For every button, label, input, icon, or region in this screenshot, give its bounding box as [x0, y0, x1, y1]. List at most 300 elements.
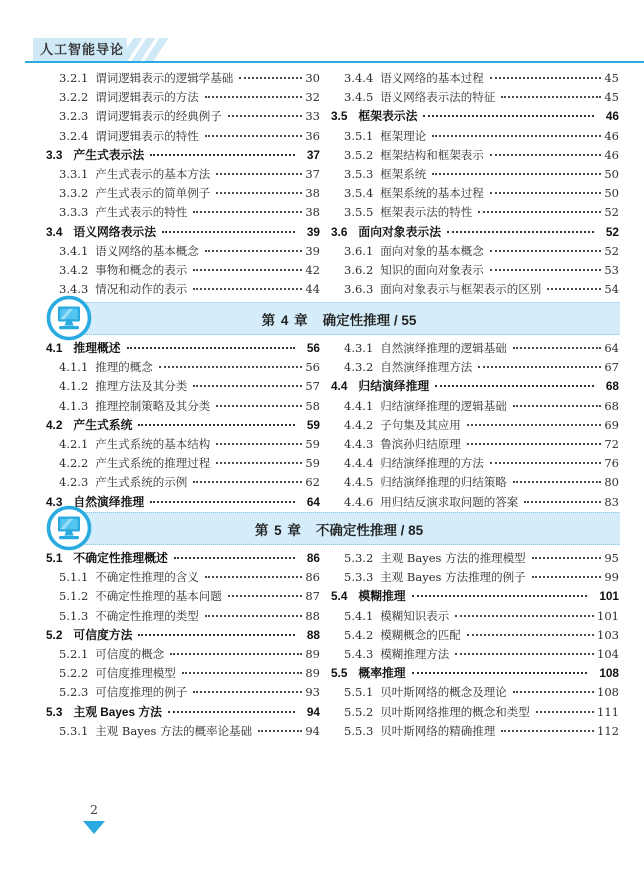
- dot-leader: [455, 615, 594, 617]
- toc-entry-page: 37: [306, 147, 320, 162]
- toc-entry: [331, 203, 619, 222]
- running-head-title: 人工智能导论: [33, 38, 127, 61]
- toc-entry-number: 3.5.5: [344, 205, 374, 220]
- toc-entry: [331, 88, 619, 107]
- toc-entry-page: 86: [305, 570, 320, 585]
- dot-leader: [513, 405, 602, 407]
- toc-entry: [46, 454, 320, 473]
- toc-entry-title: 概率推理: [358, 666, 406, 681]
- toc-entry-number: 5.4: [331, 589, 348, 604]
- toc-entry-title: 归结演绎推理的方法: [380, 456, 484, 471]
- toc-entry-page: 68: [604, 398, 619, 413]
- toc-entry-title: 语义网络的基本概念: [95, 243, 199, 258]
- toc-entry-page: 83: [604, 494, 619, 509]
- toc-entry-title: 不确定性推理概述: [73, 551, 168, 565]
- toc-entry-number: 4.1: [46, 341, 63, 355]
- toc-entry: [331, 184, 619, 203]
- toc-entry-page: 50: [604, 166, 619, 181]
- toc-entry-title: 主观 Bayes 方法: [73, 704, 162, 719]
- toc-entry-number: 3.4.1: [59, 243, 89, 258]
- toc-entry: [331, 69, 619, 88]
- dot-leader: [162, 231, 295, 233]
- dot-leader: [513, 691, 594, 693]
- dot-leader: [455, 653, 594, 655]
- toc-entry-title: 不确定性推理的基本问题: [95, 589, 222, 604]
- toc-entry-title: 不确定性推理的类型: [95, 608, 199, 623]
- toc-entry-number: 5.1.1: [59, 570, 89, 585]
- toc-entry: [331, 339, 619, 358]
- dot-leader: [532, 557, 602, 559]
- toc-entry-number: 5.2.3: [59, 685, 89, 700]
- toc-entry-number: 3.2.2: [59, 90, 89, 105]
- toc-entry-page: 72: [604, 436, 619, 451]
- dot-leader: [168, 711, 295, 713]
- toc-entry: [46, 261, 320, 280]
- toc-entry: [331, 435, 619, 454]
- toc-entry-page: 32: [305, 90, 320, 105]
- toc-entry-page: 53: [604, 262, 619, 277]
- toc-entry-page: 39: [306, 224, 320, 239]
- toc-entry: [331, 377, 619, 396]
- dot-leader: [216, 462, 302, 464]
- toc-entry: [46, 339, 320, 358]
- toc-entry-number: 4.1.1: [59, 360, 89, 375]
- chapter-label: 第 5 章: [254, 522, 302, 538]
- toc-entry-page: 39: [305, 243, 320, 258]
- toc-entry: [331, 242, 619, 261]
- toc-entry-title: 贝叶斯网络的精确推理: [380, 723, 496, 738]
- dot-leader: [435, 385, 594, 387]
- toc-entry-title: 归结演绎推理: [358, 379, 430, 394]
- dot-leader: [513, 347, 602, 349]
- toc-entry-page: 104: [597, 646, 619, 661]
- dot-leader: [432, 173, 601, 175]
- toc-entry-number: 3.3.3: [59, 205, 89, 220]
- toc-entry: [331, 127, 619, 146]
- toc-entry: [331, 607, 619, 626]
- toc-entry-number: 4.4.6: [344, 494, 374, 509]
- toc-entry-page: 56: [305, 360, 320, 375]
- toc-entry-title: 可信度推理模型: [95, 666, 176, 681]
- chapter-band: [58, 512, 620, 545]
- toc-entry-title: 知识的面向对象表示: [380, 262, 484, 277]
- toc-entry: [331, 493, 619, 512]
- toc-entry: [46, 203, 320, 222]
- toc-entry: [331, 223, 619, 242]
- toc-entry-page: 52: [605, 224, 619, 239]
- toc-entry-title: 模糊知识表示: [380, 608, 450, 623]
- toc-entry-page: 42: [305, 262, 320, 277]
- toc-entry-number: 3.2.3: [59, 109, 89, 124]
- dot-leader: [467, 443, 602, 445]
- toc-entry-number: 3.5.1: [344, 128, 374, 143]
- toc-entry-number: 5.2.1: [59, 646, 89, 661]
- toc-entry-page: 64: [306, 494, 320, 509]
- toc-entry: [46, 703, 320, 722]
- dot-leader: [513, 481, 602, 483]
- toc-entry-number: 5.3.2: [344, 551, 374, 565]
- toc-entry: [46, 645, 320, 664]
- toc-entry-page: 68: [605, 379, 619, 394]
- toc-column-ch4-left: [46, 339, 320, 512]
- toc-entry-number: 4.1.2: [59, 379, 89, 394]
- dot-leader: [193, 269, 302, 271]
- toc-entry-page: 56: [306, 341, 320, 355]
- toc-entry: [46, 88, 320, 107]
- dot-leader: [159, 366, 303, 368]
- toc-entry-number: 3.5: [331, 109, 348, 124]
- toc-entry-page: 37: [305, 166, 320, 181]
- toc-entry-number: 4.4.1: [344, 398, 374, 413]
- toc-entry-page: 50: [604, 186, 619, 201]
- toc-entry-page: 33: [305, 109, 320, 124]
- toc-entry-page: 89: [305, 646, 320, 661]
- toc-entry-title: 可信度方法: [73, 627, 133, 642]
- dot-leader: [501, 730, 594, 732]
- toc-entry: [331, 107, 619, 126]
- toc-entry-page: 57: [305, 379, 320, 394]
- toc-entry-page: 36: [305, 128, 320, 143]
- dot-leader: [228, 595, 303, 597]
- toc-entry-title: 模糊概念的匹配: [380, 627, 461, 642]
- dot-leader: [205, 615, 303, 617]
- dot-leader: [501, 96, 601, 98]
- toc-entry-number: 4.4.4: [344, 456, 374, 471]
- toc-entry: [331, 703, 619, 722]
- toc-entry-title: 产生式表示的基本方法: [95, 166, 211, 181]
- toc-entry: [331, 626, 619, 645]
- toc-entry-page: 89: [305, 666, 320, 681]
- toc-entry-title: 自然演绎推理: [73, 494, 145, 509]
- dot-leader: [490, 269, 602, 271]
- dot-leader: [447, 231, 594, 233]
- toc-entry-page: 94: [306, 704, 320, 719]
- toc-entry: [46, 165, 320, 184]
- toc-entry-title: 贝叶斯网络推理的概念和类型: [380, 704, 530, 719]
- toc-entry: [331, 454, 619, 473]
- toc-entry: [46, 587, 320, 606]
- toc-entry: [46, 626, 320, 645]
- toc-entry-number: 4.2.2: [59, 456, 89, 471]
- toc-entry-number: 5.2.2: [59, 666, 89, 681]
- toc-entry: [46, 127, 320, 146]
- toc-entry-number: 3.3.2: [59, 186, 89, 201]
- toc-entry-page: 94: [305, 723, 320, 738]
- dot-leader: [490, 250, 602, 252]
- toc-column-top-left: [46, 69, 320, 299]
- toc-entry: [46, 722, 320, 741]
- toc-entry: [46, 683, 320, 702]
- toc-entry: [331, 645, 619, 664]
- dot-leader: [478, 366, 601, 368]
- toc-entry-page: 62: [305, 475, 320, 490]
- toc-entry-number: 5.5.3: [344, 723, 374, 738]
- chapter-band: [58, 302, 620, 335]
- toc-entry-title: 产生式表示的特性: [95, 205, 188, 220]
- toc-entry-page: 58: [305, 398, 320, 413]
- toc-entry-title: 模糊推理方法: [380, 646, 450, 661]
- toc-entry-title: 产生式系统的基本结构: [95, 436, 211, 451]
- toc-entry: [46, 242, 320, 261]
- toc-entry: [331, 473, 619, 492]
- toc-entry: [46, 435, 320, 454]
- toc-entry-page: 64: [604, 341, 619, 355]
- toc-entry-page: 88: [306, 627, 320, 642]
- toc-entry-title: 推理的概念: [95, 360, 153, 375]
- toc-entry-title: 自然演绎推理的逻辑基础: [380, 341, 507, 355]
- dot-leader: [216, 173, 302, 175]
- computer-icon: [46, 295, 92, 341]
- toc-entry: [331, 664, 619, 683]
- toc-entry-page: 108: [599, 666, 619, 681]
- toc-entry: [331, 722, 619, 741]
- toc-entry-title: 框架表示法的特性: [380, 205, 473, 220]
- header-rule: [25, 61, 644, 63]
- dot-leader: [216, 192, 302, 194]
- toc-entry-page: 101: [599, 589, 619, 604]
- toc-entry-page: 87: [305, 589, 320, 604]
- toc-entry-title: 情况和动作的表示: [95, 282, 188, 297]
- dot-leader: [216, 443, 302, 445]
- toc-column-ch5-right: [331, 549, 619, 741]
- toc-entry: [46, 416, 320, 435]
- toc-entry-page: 45: [604, 71, 619, 85]
- dot-leader: [174, 557, 295, 559]
- dot-leader: [228, 115, 303, 117]
- toc-column-top-right: [331, 69, 619, 299]
- dot-leader: [432, 135, 601, 137]
- toc-entry-number: 3.3.1: [59, 166, 89, 181]
- toc-entry-page: 46: [605, 109, 619, 124]
- toc-entry-page: 69: [604, 417, 619, 432]
- toc-entry-page: 59: [305, 456, 320, 471]
- dot-leader: [127, 347, 295, 349]
- toc-entry-page: 46: [604, 128, 619, 143]
- toc-entry-title: 鲁滨孙归结原理: [380, 436, 461, 451]
- computer-icon: [46, 505, 92, 551]
- toc-entry: [331, 358, 619, 377]
- dot-leader: [205, 250, 303, 252]
- toc-entry-number: 3.3: [46, 147, 63, 162]
- toc-entry-number: 5.4.3: [344, 646, 374, 661]
- toc-entry-number: 5.4.1: [344, 608, 374, 623]
- down-arrow-icon: [83, 821, 105, 834]
- toc-entry-title: 框架系统的基本过程: [380, 186, 484, 201]
- toc-entry-title: 谓词逻辑表示的特性: [95, 128, 199, 143]
- toc-entry-number: 4.4.2: [344, 417, 374, 432]
- toc-entry: [46, 397, 320, 416]
- toc-entry-title: 谓词逻辑表示的方法: [95, 90, 199, 105]
- toc-entry-page: 80: [604, 475, 619, 490]
- toc-entry-title: 框架结构和框架表示: [380, 147, 484, 162]
- dot-leader: [467, 424, 602, 426]
- toc-entry-title: 面向对象表示法: [358, 224, 441, 239]
- toc-entry-page: 46: [604, 147, 619, 162]
- toc-entry-page: 59: [306, 417, 320, 432]
- toc-entry: [46, 184, 320, 203]
- toc-entry-number: 4.2.3: [59, 475, 89, 490]
- toc-entry: [46, 607, 320, 626]
- toc-entry: [46, 473, 320, 492]
- toc-entry-title: 面向对象表示与框架表示的区别: [380, 282, 542, 297]
- dot-leader: [150, 154, 295, 156]
- toc-entry-number: 3.2.4: [59, 128, 89, 143]
- toc-entry-page: 76: [604, 456, 619, 471]
- toc-entry-title: 归结演绎推理的逻辑基础: [380, 398, 507, 413]
- toc-entry-number: 4.3.1: [344, 341, 374, 355]
- toc-entry-page: 59: [305, 436, 320, 451]
- dot-leader: [205, 96, 303, 98]
- dot-leader: [193, 481, 302, 483]
- dot-leader: [490, 192, 602, 194]
- toc-entry: [331, 280, 619, 299]
- toc-entry-page: 111: [597, 704, 619, 719]
- dot-leader: [524, 501, 601, 503]
- toc-entry-number: 5.1.3: [59, 608, 89, 623]
- toc-entry-title: 谓词逻辑表示的经典例子: [95, 109, 222, 124]
- toc-entry-number: 5.5.1: [344, 685, 374, 700]
- toc-entry-title: 归结演绎推理的归结策略: [380, 475, 507, 490]
- toc-entry-page: 54: [604, 282, 619, 297]
- dot-leader: [412, 672, 588, 674]
- toc-entry-page: 93: [305, 685, 320, 700]
- toc-entry-number: 5.5.2: [344, 704, 374, 719]
- toc-entry-page: 95: [604, 551, 619, 565]
- chapter-title: 不确定性推理 / 85: [315, 522, 424, 538]
- toc-entry-title: 框架理论: [380, 128, 427, 143]
- toc-entry-title: 贝叶斯网络的概念及理论: [380, 685, 507, 700]
- dot-leader: [182, 672, 303, 674]
- toc-entry-number: 3.5.3: [344, 166, 374, 181]
- toc-entry-title: 产生式系统的示例: [95, 475, 188, 490]
- dot-leader: [423, 115, 593, 117]
- toc-entry-number: 4.4.5: [344, 475, 374, 490]
- toc-entry-number: 3.5.2: [344, 147, 374, 162]
- toc-entry-page: 38: [305, 186, 320, 201]
- toc-entry: [331, 146, 619, 165]
- toc-entry-number: 3.2.1: [59, 71, 89, 85]
- toc-entry-title: 推理方法及其分类: [95, 379, 188, 394]
- dot-leader: [547, 288, 601, 290]
- dot-leader: [205, 576, 303, 578]
- toc-entry: [46, 69, 320, 88]
- toc-entry: [46, 358, 320, 377]
- dot-leader: [536, 711, 594, 713]
- toc-entry-title: 可信度的概念: [95, 646, 165, 661]
- toc-entry-title: 主观 Bayes 方法的推理模型: [380, 551, 526, 565]
- dot-leader: [138, 634, 294, 636]
- toc-entry: [46, 664, 320, 683]
- toc-entry: [331, 587, 619, 606]
- toc-entry-page: 99: [604, 570, 619, 585]
- toc-entry-title: 语义网络表示法的特征: [380, 90, 496, 105]
- toc-entry-title: 不确定性推理的含义: [95, 570, 199, 585]
- toc-entry: [46, 549, 320, 568]
- toc-entry-page: 52: [604, 243, 619, 258]
- toc-entry-title: 框架系统: [380, 166, 427, 181]
- toc-entry: [331, 683, 619, 702]
- toc-entry-number: 5.1: [46, 551, 63, 565]
- toc-entry-title: 子句集及其应用: [380, 417, 461, 432]
- toc-entry: [331, 165, 619, 184]
- toc-entry-number: 3.6.2: [344, 262, 374, 277]
- toc-entry-page: 38: [305, 205, 320, 220]
- toc-entry-title: 推理概述: [73, 341, 121, 355]
- toc-entry: [331, 261, 619, 280]
- toc-entry-page: 86: [306, 551, 320, 565]
- toc-entry-page: 108: [597, 685, 619, 700]
- dot-leader: [193, 385, 302, 387]
- toc-entry-number: 4.4: [331, 379, 348, 394]
- toc-entry-number: 3.4.5: [344, 90, 374, 105]
- toc-entry-title: 语义网络表示法: [73, 224, 156, 239]
- toc-entry-title: 可信度推理的例子: [95, 685, 188, 700]
- toc-entry-number: 4.3: [46, 494, 63, 509]
- toc-entry-number: 3.6.1: [344, 243, 374, 258]
- toc-entry-title: 自然演绎推理方法: [380, 360, 473, 375]
- toc-entry-title: 模糊推理: [358, 589, 406, 604]
- toc-entry-page: 67: [604, 360, 619, 375]
- dot-leader: [138, 424, 294, 426]
- dot-leader: [170, 653, 302, 655]
- toc-entry-title: 产生式表示法: [73, 147, 145, 162]
- toc-entry-title: 主观 Bayes 方法的概率论基础: [95, 723, 253, 738]
- toc-entry-title: 谓词逻辑表示的逻辑学基础: [95, 71, 234, 85]
- toc-entry-title: 主观 Bayes 方法推理的例子: [380, 570, 526, 585]
- toc-entry-number: 3.4.2: [59, 262, 89, 277]
- toc-entry: [46, 377, 320, 396]
- toc-entry-page: 30: [305, 71, 320, 85]
- dot-leader: [490, 154, 602, 156]
- toc-entry-number: 3.6.3: [344, 282, 374, 297]
- toc-entry: [46, 107, 320, 126]
- toc-entry-page: 88: [305, 608, 320, 623]
- toc-entry-page: 103: [597, 627, 619, 642]
- dot-leader: [490, 77, 602, 79]
- toc-entry-title: 事物和概念的表示: [95, 262, 188, 277]
- dot-leader: [205, 135, 303, 137]
- toc-entry-title: 语义网络的基本过程: [380, 71, 484, 85]
- toc-entry-number: 4.1.3: [59, 398, 89, 413]
- toc-entry-number: 5.2: [46, 627, 63, 642]
- toc-entry-number: 3.4: [46, 224, 63, 239]
- dot-leader: [532, 576, 602, 578]
- toc-entry-number: 4.4.3: [344, 436, 374, 451]
- dot-leader: [412, 595, 588, 597]
- toc-entry: [46, 146, 320, 165]
- toc-entry: [331, 397, 619, 416]
- toc-entry-title: 产生式系统: [73, 417, 133, 432]
- toc-entry-page: 44: [305, 282, 320, 297]
- toc-entry-title: 推理控制策略及其分类: [95, 398, 211, 413]
- toc-entry: [331, 549, 619, 568]
- toc-entry: [46, 223, 320, 242]
- page-number: 2: [90, 802, 98, 817]
- toc-entry-number: 5.5: [331, 666, 348, 681]
- dot-leader: [193, 288, 302, 290]
- toc-entry-page: 101: [597, 608, 619, 623]
- dot-leader: [239, 77, 302, 79]
- dot-leader: [216, 405, 302, 407]
- toc-entry-title: 框架表示法: [358, 109, 418, 124]
- toc-column-ch5-left: [46, 549, 320, 741]
- toc-entry-number: 5.4.2: [344, 627, 374, 642]
- toc-entry-page: 112: [597, 723, 619, 738]
- chapter-title: 确定性推理 / 55: [322, 312, 417, 328]
- toc-entry: [46, 568, 320, 587]
- dot-leader: [467, 634, 594, 636]
- toc-entry-page: 45: [604, 90, 619, 105]
